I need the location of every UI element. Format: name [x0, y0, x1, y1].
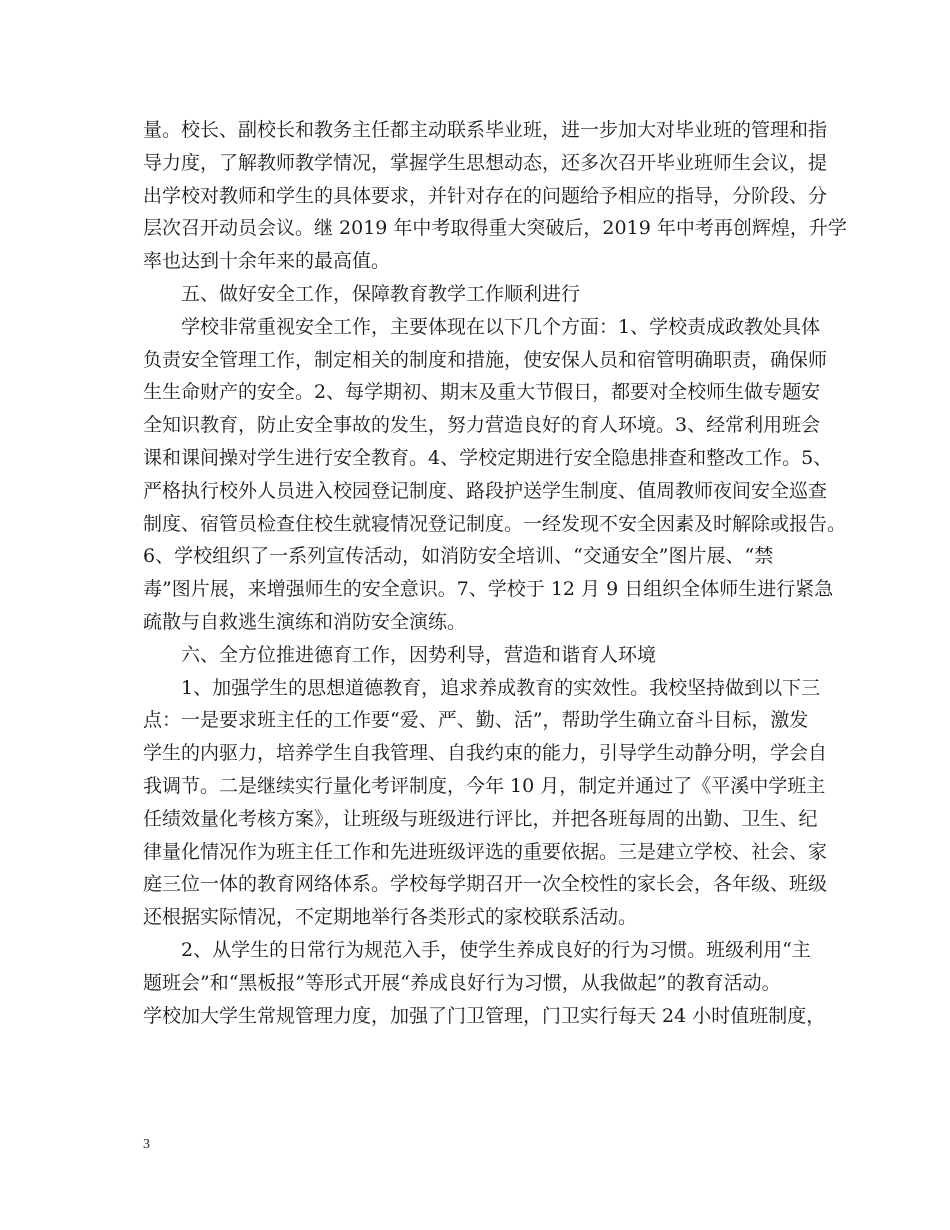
- text-line: 毒”图片展，来增强师生的安全意识。7、学校于 12 月 9 日组织全体师生进行紧急: [143, 578, 834, 601]
- text-line: 6、学校组织了一系列宣传活动，如消防安全培训、“交通安全”图片展、“禁: [143, 545, 774, 568]
- text-line: 2、从学生的日常行为规范入手，使学生养成良好的行为习惯。班级利用“主: [181, 938, 811, 961]
- section-heading: 六、全方位推进德育工作，因势利导，营造和谐育人环境: [181, 643, 657, 666]
- text-line: 律量化情况作为班主任工作和先进班级评选的重要依据。三是建立学校、社会、家: [143, 840, 828, 863]
- text-line: 负责安全管理工作，制定相关的制度和措施，使安保人员和宿管明确职责，确保师: [143, 348, 828, 371]
- text-line: 课和课间操对学生进行安全教育。4、学校定期进行安全隐患排查和整改工作。5、: [143, 446, 833, 469]
- text-line: 还根据实际情况，不定期地举行各类形式的家校联系活动。: [143, 906, 638, 929]
- text-line: 点：一是要求班主任的工作要“爱、严、勤、活”，帮助学生确立奋斗目标，激发: [143, 709, 809, 732]
- section-heading: 五、做好安全工作，保障教育教学工作顺利进行: [181, 282, 581, 305]
- text-line: 1、加强学生的思想道德教育，追求养成教育的实效性。我校坚持做到以下三: [181, 676, 821, 699]
- text-line: 题班会”和“黑板报”等形式开展“养成良好行为习惯，从我做起”的教育活动。: [143, 971, 781, 994]
- text-line: 学校加大学生常规管理力度，加强了门卫管理，门卫实行每天 24 小时值班制度，: [143, 1004, 826, 1027]
- text-line: 我调节。二是继续实行量化考评制度，今年 10 月，制定并通过了《平溪中学班主: [143, 774, 826, 797]
- text-line: 庭三位一体的教育网络体系。学校每学期召开一次全校性的家长会，各年级、班级: [143, 873, 828, 896]
- text-line: 出学校对教师和学生的具体要求，并针对存在的问题给予相应的指导，分阶段、分: [143, 184, 828, 207]
- body-text: [143, 114, 847, 1032]
- text-line: 生生命财产的安全。2、每学期初、期末及重大节假日，都要对全校师生做专题安: [143, 381, 821, 404]
- text-line: 率也达到十余年来的最高值。: [143, 250, 391, 273]
- text-line: 疏散与自救逃生演练和消防安全演练。: [143, 610, 467, 633]
- text-line: 学校非常重视安全工作，主要体现在以下几个方面：1、学校责成政教处具体: [181, 315, 821, 338]
- page-number: 3: [143, 1137, 150, 1152]
- text-line: 层次召开动员会议。继 2019 年中考取得重大突破后，2019 年中考再创辉煌，升学: [143, 217, 847, 240]
- text-line: 量。校长、副校长和教务主任都主动联系毕业班，进一步加大对毕业班的管理和指: [143, 119, 828, 141]
- text-line: 严格执行校外人员进入校园登记制度、路段护送学生制度、值周教师夜间安全巡查: [143, 479, 828, 502]
- text-line: 全知识教育，防止安全事故的发生，努力营造良好的育人环境。3、经常利用班会: [143, 414, 821, 437]
- text-line: 学生的内驱力，培养学生自我管理、自我约束的能力，引导学生动静分明，学会自: [143, 742, 828, 765]
- text-line: 制度、宿管员检查住校生就寝情况登记制度。一经发现不安全因素及时解除或报告。: [143, 512, 847, 535]
- text-line: 任绩效量化考核方案》，让班级与班级进行评比，并把各班每周的出勤、卫生、纪: [143, 807, 818, 830]
- text-line: 导力度，了解教师教学情况，掌握学生思想动态，还多次召开毕业班师生会议，提: [143, 151, 828, 174]
